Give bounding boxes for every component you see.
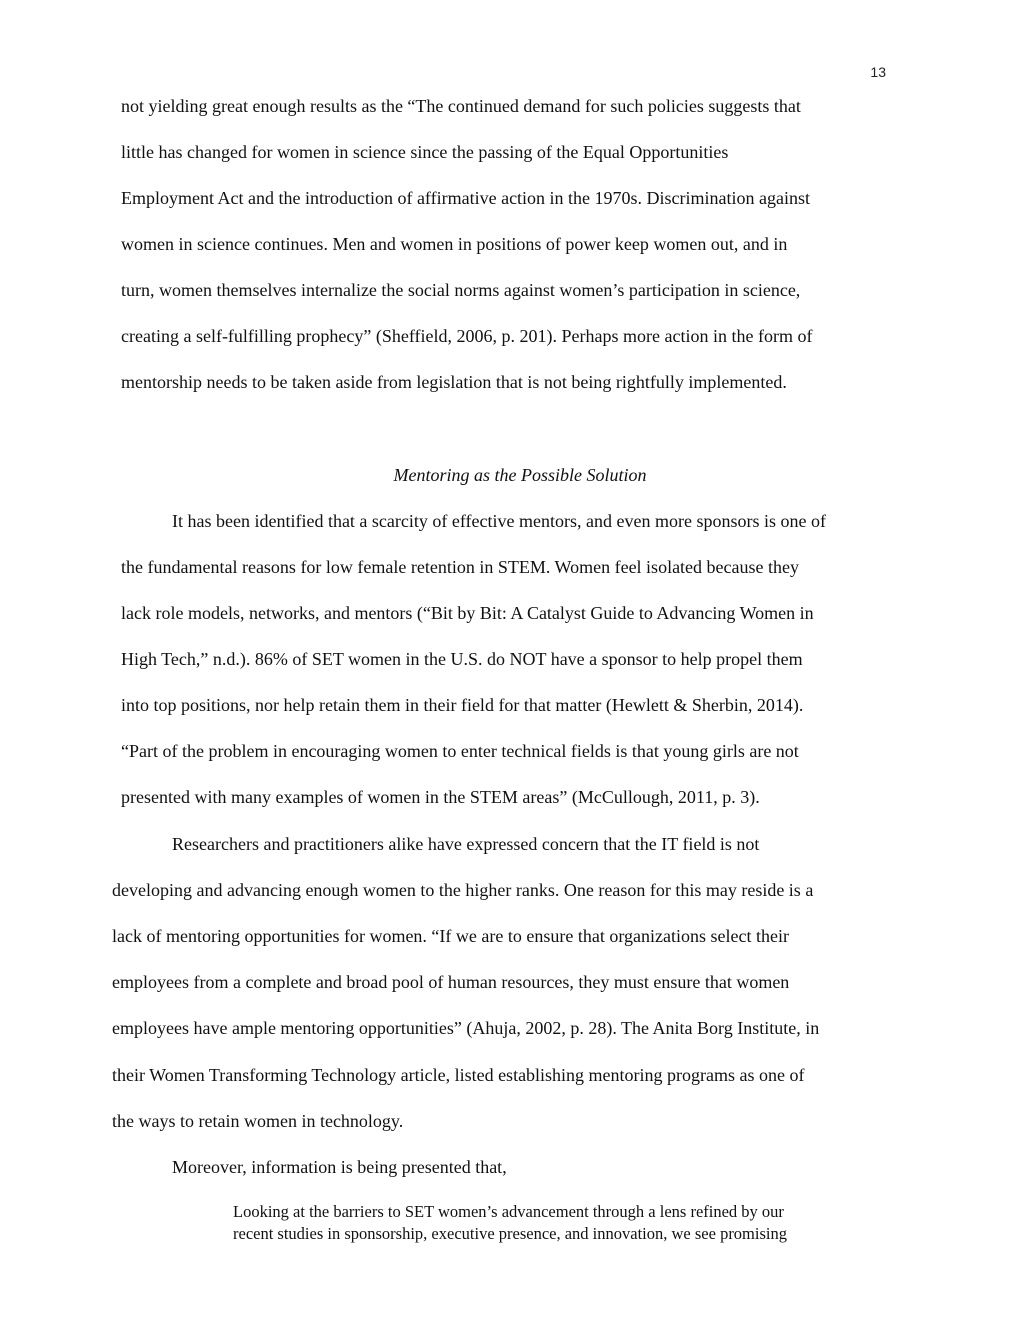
text-line: little has changed for women in science since the passing of the Equal Opportunities bbox=[121, 142, 729, 162]
text-line: turn, women themselves internalize the social norms against women’s participation in science, bbox=[121, 280, 801, 300]
text-line: developing and advancing enough women to the higher ranks. One reason for this may reside is a bbox=[112, 880, 814, 900]
text-line: the fundamental reasons for low female retention in STEM. Women feel isolated because they bbox=[121, 557, 799, 577]
text-line: lack of mentoring opportunities for women. “If we are to ensure that organizations select their bbox=[112, 926, 789, 946]
text-line: lack role models, networks, and mentors (“Bit by Bit: A Catalyst Guide to Advancing Women in bbox=[121, 603, 814, 623]
text-line: employees from a complete and broad pool of human resources, they must ensure that women bbox=[112, 972, 790, 992]
text-line: High Tech,” n.d.). 86% of SET women in the U.S. do NOT have a sponsor to help propel them bbox=[121, 649, 803, 669]
quote-line: recent studies in sponsorship, executive presence, and innovation, we see promising bbox=[233, 1224, 787, 1243]
text-line: employees have ample mentoring opportunities” (Ahuja, 2002, p. 28). The Anita Borg Institute, in bbox=[112, 1018, 820, 1038]
text-line: It has been identified that a scarcity of effective mentors, and even more sponsors is one of bbox=[172, 511, 826, 531]
text-line: their Women Transforming Technology article, listed establishing mentoring programs as one of bbox=[112, 1065, 805, 1085]
text-line: not yielding great enough results as the “The continued demand for such policies suggests that bbox=[121, 96, 801, 116]
text-line: Moreover, information is being presented that, bbox=[172, 1157, 507, 1177]
section-heading: Mentoring as the Possible Solution bbox=[393, 465, 647, 485]
text-line: creating a self-fulfilling prophecy” (Sheffield, 2006, p. 201). Perhaps more action in the form of bbox=[121, 326, 813, 346]
text-line: presented with many examples of women in the STEM areas” (McCullough, 2011, p. 3). bbox=[121, 787, 760, 807]
page-number: 13 bbox=[870, 64, 886, 80]
text-line: “Part of the problem in encouraging women to enter technical fields is that young girls are not bbox=[121, 741, 799, 761]
text-line: Researchers and practitioners alike have expressed concern that the IT field is not bbox=[172, 834, 760, 854]
text-line: women in science continues. Men and women in positions of power keep women out, and in bbox=[121, 234, 788, 254]
text-line: into top positions, nor help retain them in their field for that matter (Hewlett & Sherbin, 2014). bbox=[121, 695, 804, 715]
text-line: Employment Act and the introduction of affirmative action in the 1970s. Discrimination against bbox=[121, 188, 811, 208]
text-line: the ways to retain women in technology. bbox=[112, 1111, 404, 1131]
quote-line: Looking at the barriers to SET women’s advancement through a lens refined by our bbox=[233, 1202, 784, 1221]
text-line: mentorship needs to be taken aside from legislation that is not being rightfully implemented. bbox=[121, 372, 787, 392]
